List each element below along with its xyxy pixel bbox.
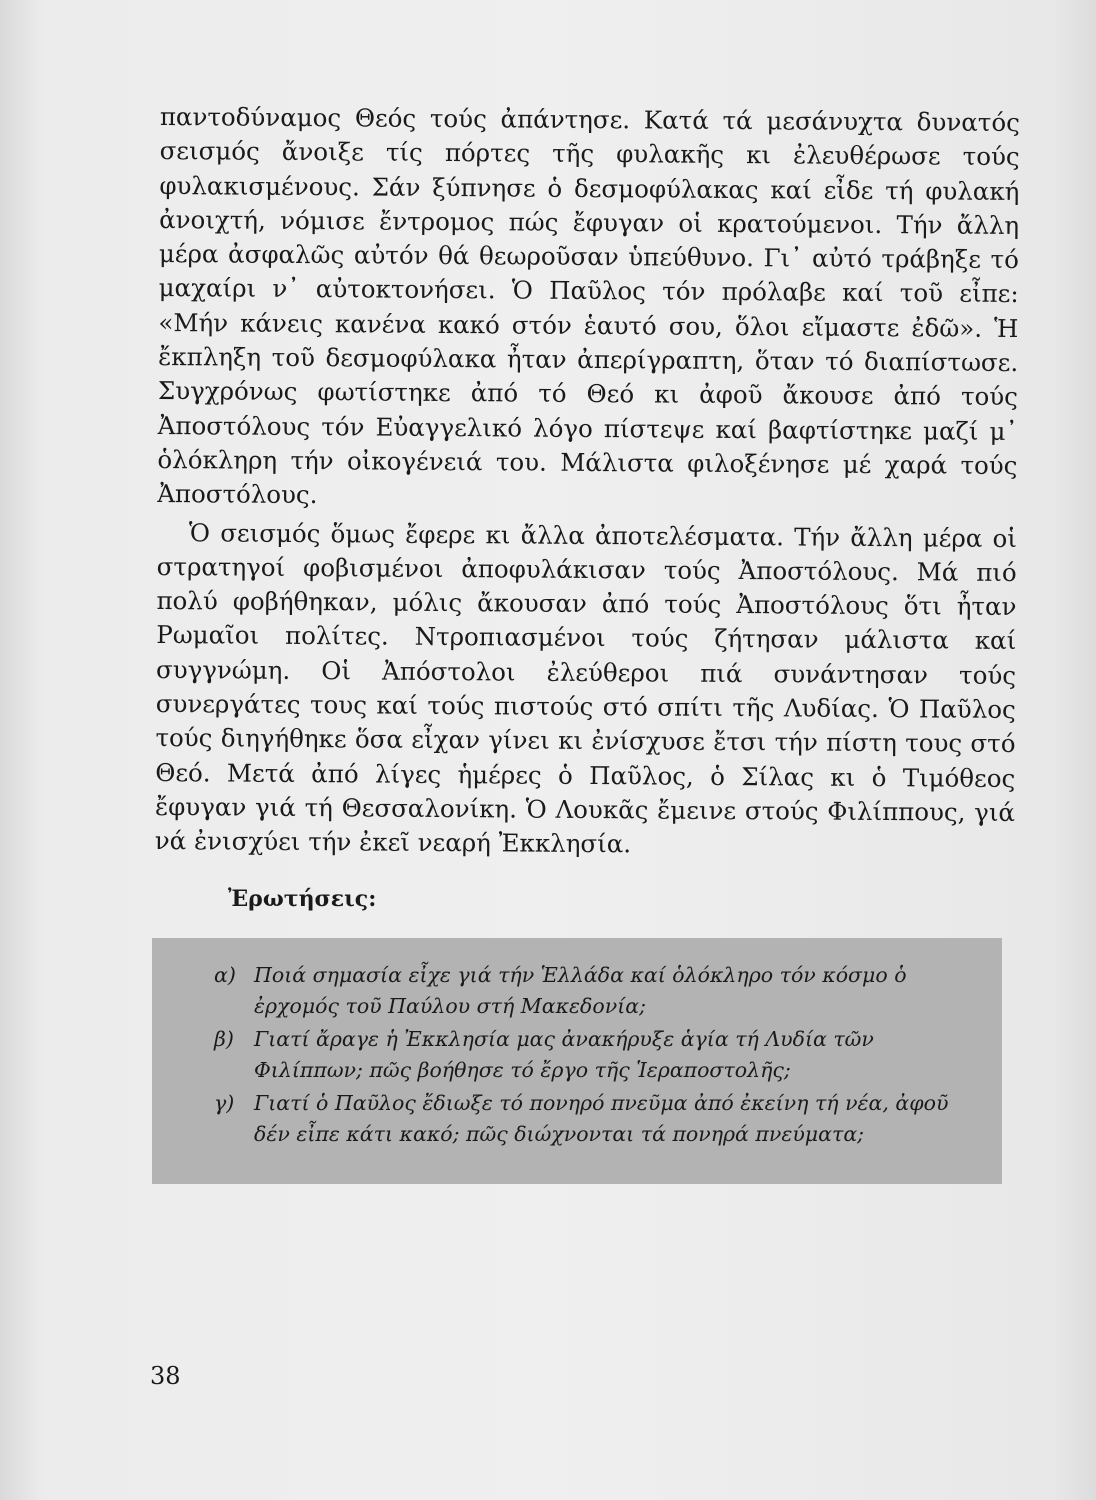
question-item <box>214 960 962 1022</box>
question-text: Γιατί ἄραγε ἡ Ἐκκλησία μας ἀνακήρυξε ἁγία τή Λυδία τῶν Φιλίππων; πῶς βοήθησε τό ἔργο τῆς Ἱεραποστολῆς; <box>254 1027 874 1082</box>
paragraph-1: παντοδύναμος Θεός τούς ἀπάντησε. Κατά τά μεσάνυχτα δυνατός σεισμός ἄνοιξε τίς πόρτες τῆς φυλακῆς κι ἐλευθέρωσε τούς φυλακισμένους. Σάν ξύπνησε ὁ δεσμοφύλακας καί εἶδε τή φυλακή ἀνοιχτή, νόμισε ἔντρομος πώς ἔφυγαν οἱ κρατούμενοι. Τήν ἄλλη μέρα ἀσφαλῶς αὐτόν θά θεωροῦσαν ὑπεύθυνο. Γι᾿ αὐτό τράβηξε τό μαχαίρι ν᾿ αὐτοκτονήσει. Ὁ Παῦλος τόν πρόλαβε καί τοῦ εἶπε: «Μήν κάνεις κανένα κακό στόν ἑαυτό σου, ὅλοι εἴμαστε ἐδῶ». Ἡ ἔκπληξη τοῦ δεσμοφύλακα ἦταν ἀπερίγραπτη, ὅταν τό διαπίστωσε. Συγχρόνως φωτίστηκε ἀπό τό Θεό κι ἀφοῦ ἄκουσε ἀπό τούς Ἀποστόλους τόν Εὐαγγελικό λόγο πίστεψε καί βαφτίστηκε μαζί μ᾿ ὁλόκληρη τήν οἰκογένειά του. Μάλιστα φιλοξένησε μέ χαρά τούς Ἀποστόλους. <box>157 101 1020 510</box>
paragraph-2: Ὁ σεισμός ὅμως ἔφερε κι ἄλλα ἀποτελέσματα. Τήν ἄλλη μέρα οἱ στρατηγοί φοβισμένοι ἀποφυλάκισαν τούς Ἀποστόλους. Μά πιό πολύ φοβήθηκαν, μόλις ἄκουσαν ἀπό τούς Ἀποστόλους ὅτι ἦταν Ρωμαῖοι πολίτες. Ντροπιασμένοι τούς ζήτησαν μάλιστα καί συγγνώμη. Οἱ Ἀπόστολοι ἐλεύθεροι πιά συνάντησαν τούς συνεργάτες τους καί τούς πιστούς στό σπίτι τῆς Λυδίας. Ὁ Παῦλος τούς διηγήθηκε ὅσα εἶχαν γίνει κι ἐνίσχυσε ἔτσι τήν πίστη τους στό Θεό. Μετά ἀπό λίγες ἡμέρες ὁ Παῦλος, ὁ Σίλας κι ὁ Τιμόθεος ἔφυγαν γιά τή Θεσσαλονίκη. Ὁ Λουκᾶς ἔμεινε στούς Φιλίππους, γιά νά ἐνισχύει τήν ἐκεῖ νεαρή Ἐκκλησία. <box>154 517 1018 859</box>
question-text: Ποιά σημασία εἶχε γιά τήν Ἑλλάδα καί ὁλόκληρο τόν κόσμο ὁ ἐρχομός τοῦ Παύλου στή Μακεδονία; <box>254 963 907 1018</box>
question-item <box>214 1088 962 1150</box>
question-label: β) <box>214 1027 234 1051</box>
question-text: Γιατί ὁ Παῦλος ἔδιωξε τό πονηρό πνεῦμα ἀπό ἐκείνη τή νέα, ἀφοῦ δέν εἶπε κάτι κακό; πῶς διώχνονται τά πονηρά πνεύματα; <box>254 1091 949 1146</box>
question-label: α) <box>214 963 236 987</box>
question-label: γ) <box>214 1091 235 1115</box>
main-text <box>155 100 1020 865</box>
questions-heading: Ἐρωτήσεις: <box>228 886 377 912</box>
page-number: 38 <box>150 1362 181 1390</box>
questions-box <box>152 938 1002 1184</box>
question-item <box>214 1024 962 1086</box>
